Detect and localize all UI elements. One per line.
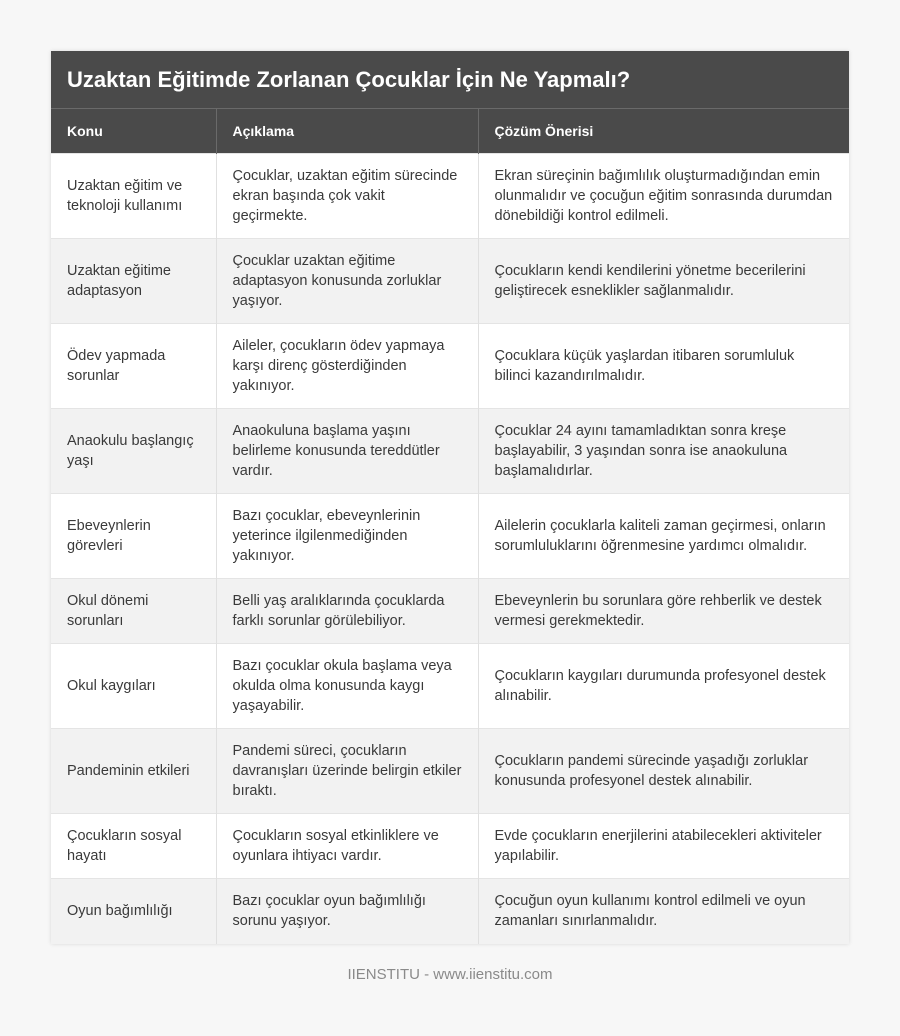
cell-cozum: Ailelerin çocuklarla kaliteli zaman geçirmesi, onların sorumluluklarını öğrenmesine yardımcı olmalıdır. [478,494,849,579]
table-row [51,409,849,494]
cell-aciklama: Anaokuluna başlama yaşını belirleme konusunda tereddütler vardır. [216,409,478,494]
cell-cozum: Çocuğun oyun kullanımı kontrol edilmeli ve oyun zamanları sınırlanmalıdır. [478,879,849,944]
data-table [51,109,849,944]
table-header-row [51,109,849,154]
column-header-cozum: Çözüm Önerisi [478,109,849,154]
cell-konu: Ebeveynlerin görevleri [51,494,216,579]
table-row [51,814,849,879]
cell-konu: Pandeminin etkileri [51,729,216,814]
cell-konu: Uzaktan eğitime adaptasyon [51,239,216,324]
cell-cozum: Ebeveynlerin bu sorunlara göre rehberlik ve destek vermesi gerekmektedir. [478,579,849,644]
page-title: Uzaktan Eğitimde Zorlanan Çocuklar İçin Ne Yapmalı? [51,51,849,109]
cell-cozum: Ekran süreçinin bağımlılık oluşturmadığından emin olunmalıdır ve çocuğun eğitim sonrasında durumdan dönebildiği kontrol edilmeli. [478,154,849,239]
cell-aciklama: Pandemi süreci, çocukların davranışları üzerinde belirgin etkiler bıraktı. [216,729,478,814]
cell-aciklama: Çocuklar uzaktan eğitime adaptasyon konusunda zorluklar yaşıyor. [216,239,478,324]
cell-aciklama: Aileler, çocukların ödev yapmaya karşı direnç gösterdiğinden yakınıyor. [216,324,478,409]
cell-aciklama: Bazı çocuklar, ebeveynlerinin yeterince ilgilenmediğinden yakınıyor. [216,494,478,579]
table-row [51,494,849,579]
table-row [51,644,849,729]
cell-konu: Çocukların sosyal hayatı [51,814,216,879]
cell-cozum: Evde çocukların enerjilerini atabilecekleri aktiviteler yapılabilir. [478,814,849,879]
cell-konu: Ödev yapmada sorunlar [51,324,216,409]
cell-aciklama: Bazı çocuklar okula başlama veya okulda olma konusunda kaygı yaşayabilir. [216,644,478,729]
cell-aciklama: Bazı çocuklar oyun bağımlılığı sorunu yaşıyor. [216,879,478,944]
table-card [51,51,849,944]
table-row [51,879,849,944]
cell-konu: Uzaktan eğitim ve teknoloji kullanımı [51,154,216,239]
cell-cozum: Çocukların kendi kendilerini yönetme becerilerini geliştirecek esneklikler sağlanmalıdır. [478,239,849,324]
table-row [51,154,849,239]
cell-cozum: Çocuklar 24 ayını tamamladıktan sonra kreşe başlayabilir, 3 yaşından sonra ise anaokuluna başlamalıdırlar. [478,409,849,494]
cell-aciklama: Belli yaş aralıklarında çocuklarda farklı sorunlar görülebiliyor. [216,579,478,644]
cell-aciklama: Çocukların sosyal etkinliklere ve oyunlara ihtiyacı vardır. [216,814,478,879]
cell-aciklama: Çocuklar, uzaktan eğitim sürecinde ekran başında çok vakit geçirmekte. [216,154,478,239]
table-row [51,239,849,324]
cell-konu: Okul dönemi sorunları [51,579,216,644]
column-header-aciklama: Açıklama [216,109,478,154]
table-row [51,729,849,814]
table-row [51,579,849,644]
footer-credit: IIENSTITU - www.iienstitu.com [347,966,553,983]
cell-cozum: Çocukların pandemi sürecinde yaşadığı zorluklar konusunda profesyonel destek alınabilir. [478,729,849,814]
cell-konu: Okul kaygıları [51,644,216,729]
cell-cozum: Çocuklara küçük yaşlardan itibaren sorumluluk bilinci kazandırılmalıdır. [478,324,849,409]
cell-konu: Oyun bağımlılığı [51,879,216,944]
column-header-konu: Konu [51,109,216,154]
cell-cozum: Çocukların kaygıları durumunda profesyonel destek alınabilir. [478,644,849,729]
cell-konu: Anaokulu başlangıç yaşı [51,409,216,494]
table-row [51,324,849,409]
